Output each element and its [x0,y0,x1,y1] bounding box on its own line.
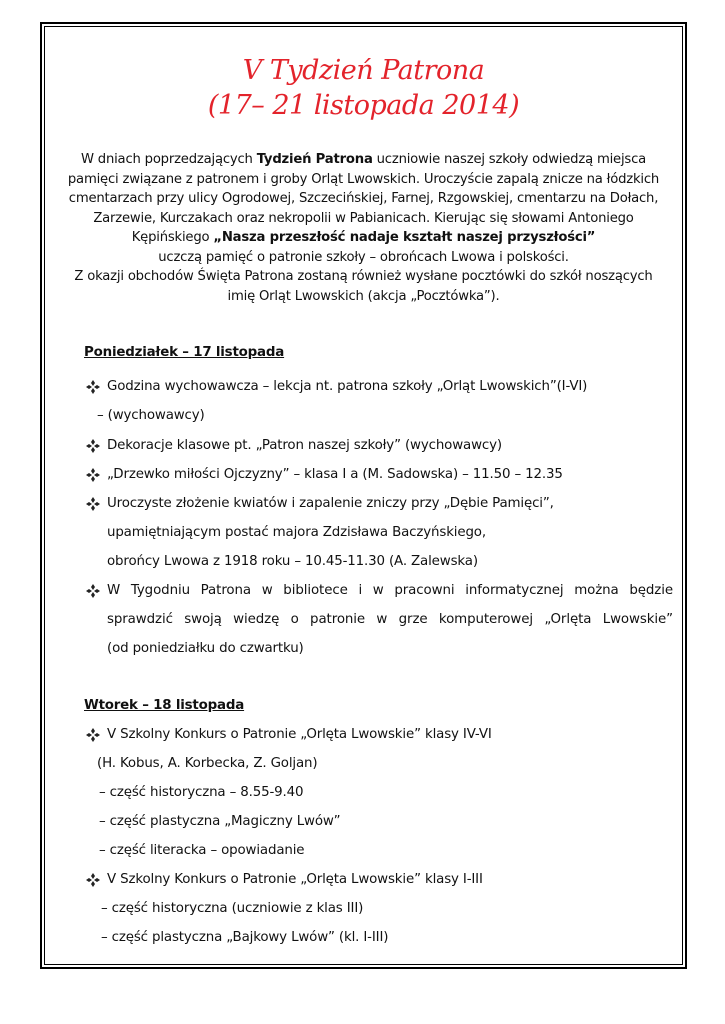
monday-item-1: Godzina wychowawcza – lekcja nt. patrona szkoły „Orląt Lwowskich”(I-VI) [107,379,588,394]
monday-item-1-cont: – (wychowawcy) [97,408,205,423]
page-title: V Tydzień Patrona [242,55,485,86]
monday-item-4-cont2: obrońcy Lwowa z 1918 roku – 10.45-11.30 (A. Zalewska) [107,554,478,569]
tuesday-item-1-sub4: – część literacka – opowiadanie [99,843,305,858]
monday-item-3: „Drzewko miłości Ojczyzny” – klasa I a (M. Sadowska) – 11.50 – 12.35 [107,467,563,482]
tuesday-item-1: V Szkolny Konkurs o Patronie „Orlęta Lwowskie” klasy IV-VI [107,727,492,742]
four-diamond-bullet-icon [86,873,100,887]
four-diamond-bullet-icon [86,439,100,453]
tuesday-heading: Wtorek – 18 listopada [84,698,245,713]
monday-item-4-cont1: upamiętniającym postać majora Zdzisława Baczyńskiego, [107,525,486,540]
monday-item-5-cont1: sprawdzić swoją wiedzę o patronie w grze komputerowej „Orlęta Lwowskie” [107,612,673,627]
four-diamond-bullet-icon [86,584,100,598]
tuesday-item-2-sub2: – część plastyczna „Bajkowy Lwów” (kl. I-III) [101,930,389,945]
tuesday-item-1-sub2: – część historyczna – 8.55-9.40 [99,785,304,800]
page-subtitle-dates: (17– 21 listopada 2014) [207,90,520,121]
tuesday-item-2: V Szkolny Konkurs o Patronie „Orlęta Lwowskie” klasy I-III [107,872,483,887]
monday-heading: Poniedziałek – 17 listopada [84,345,285,360]
four-diamond-bullet-icon [86,728,100,742]
intro-paragraph: W dniach poprzedzających Tydzień Patrona uczniowie naszej szkoły odwiedzą miejsca pamięci związane z patronem i groby Orląt Lwowskich. Uroczyście zapalą znicze na łódzkich cmentarzach przy ulicy Ogrodowej, Szczecińskiej, Farnej, Rzgowskiej, cmentarzu na Dołach, Zarzewie, Kurczakach oraz nekropolii w Pabianicach. Kierując się słowami Antoniego Kępińskiego „Nasza przeszłość nadaje kształt naszej przyszłości” uczczą pamięć o patronie szkoły – obrońcach Lwowa i polskości. Z okazji obchodów Święta Patrona zostaną również wysłane pocztówki do szkół noszących imię Orląt Lwowskich (akcja „Pocztówka”). [67,152,660,304]
tuesday-item-1-sub3: – część plastyczna „Magiczny Lwów” [99,814,341,829]
monday-item-5: W Tygodniu Patrona w bibliotece i w pracowni informatycznej można będzie [107,583,673,598]
monday-item-5-cont2: (od poniedziałku do czwartku) [107,641,304,656]
four-diamond-bullet-icon [86,468,100,482]
four-diamond-bullet-icon [86,497,100,511]
monday-item-2: Dekoracje klasowe pt. „Patron naszej szkoły” (wychowawcy) [107,438,502,453]
tuesday-item-2-sub1: – część historyczna (uczniowie z klas III) [101,901,364,916]
tuesday-item-1-sub1: (H. Kobus, A. Korbecka, Z. Goljan) [97,756,318,771]
monday-item-4: Uroczyste złożenie kwiatów i zapalenie zniczy przy „Dębie Pamięci”, [107,496,554,511]
four-diamond-bullet-icon [86,380,100,394]
